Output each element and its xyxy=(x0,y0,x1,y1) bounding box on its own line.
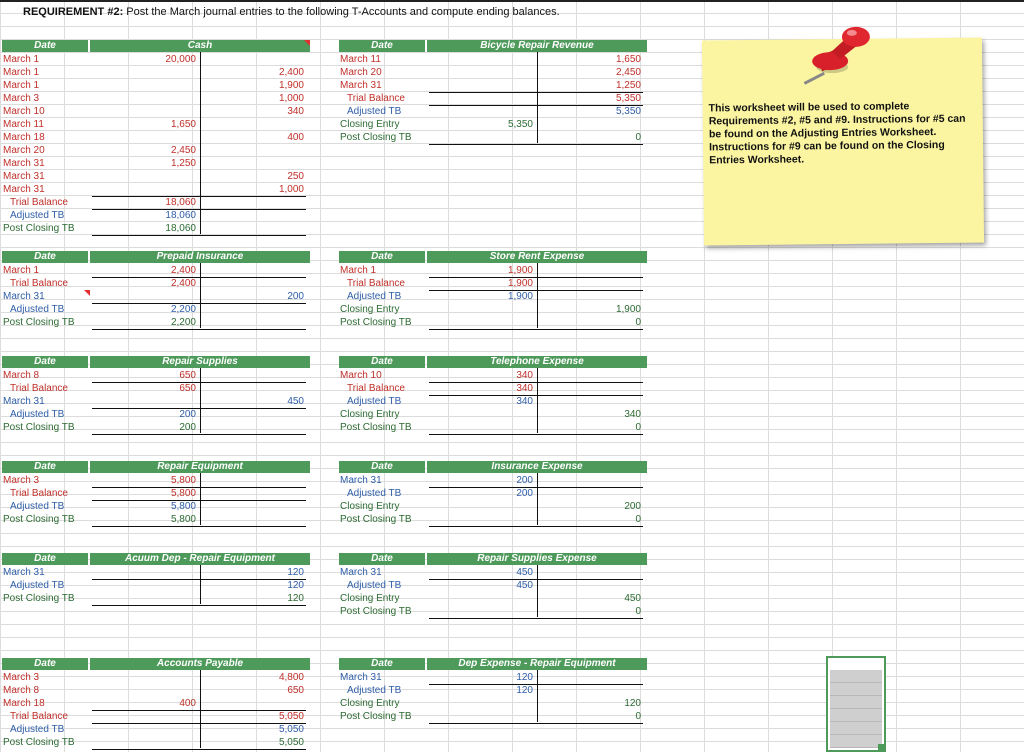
account-title: Dep Expense - Repair Equipment xyxy=(427,658,647,670)
account-title: Repair Supplies xyxy=(90,356,310,368)
account-bottom-rule xyxy=(429,723,643,724)
credit-amount: 120 xyxy=(287,580,304,591)
debit-amount: 450 xyxy=(516,567,533,578)
row-label: Trial Balance xyxy=(10,711,68,722)
row-label: March 18 xyxy=(3,698,45,709)
credit-amount: 0 xyxy=(635,606,641,617)
debit-amount: 1,900 xyxy=(507,291,533,302)
date-header: Date xyxy=(339,251,425,263)
row-label: Closing Entry xyxy=(340,593,400,604)
t-account-divider xyxy=(537,565,538,617)
balance-rule xyxy=(92,487,306,488)
row-label: Closing Entry xyxy=(340,119,400,130)
credit-amount: 2,450 xyxy=(615,67,641,78)
balance-rule xyxy=(92,277,306,278)
selection-fill xyxy=(830,670,882,748)
date-header: Date xyxy=(339,553,425,565)
balance-rule xyxy=(92,303,306,304)
row-label: Trial Balance xyxy=(10,488,68,499)
debit-amount: 340 xyxy=(516,383,533,394)
row-label: Trial Balance xyxy=(347,383,405,394)
credit-amount: 120 xyxy=(287,567,304,578)
balance-rule xyxy=(92,710,306,711)
credit-amount: 340 xyxy=(624,409,641,420)
row-label: Closing Entry xyxy=(340,501,400,512)
credit-amount: 1,900 xyxy=(278,80,304,91)
balance-rule xyxy=(429,395,643,396)
date-header: Date xyxy=(339,356,425,368)
row-label: Adjusted TB xyxy=(347,396,402,407)
t-account-divider xyxy=(200,670,201,748)
date-header: Date xyxy=(2,251,88,263)
row-label: March 1 xyxy=(3,67,40,78)
t-account-divider xyxy=(537,670,538,722)
debit-amount: 2,400 xyxy=(170,278,196,289)
debit-amount: 650 xyxy=(179,370,196,381)
row-label: Adjusted TB xyxy=(10,210,65,221)
account-title: Accounts Payable xyxy=(90,658,310,670)
debit-amount: 200 xyxy=(516,488,533,499)
credit-amount: 0 xyxy=(635,711,641,722)
account-title: Store Rent Expense xyxy=(427,251,647,263)
row-label: Adjusted TB xyxy=(10,724,65,735)
row-label: Adjusted TB xyxy=(347,488,402,499)
row-label: March 18 xyxy=(3,132,45,143)
balance-rule xyxy=(429,487,643,488)
row-label: March 31 xyxy=(3,567,45,578)
debit-amount: 1,250 xyxy=(170,158,196,169)
credit-amount: 2,400 xyxy=(278,67,304,78)
account-title: Cash xyxy=(90,40,310,52)
debit-amount: 5,800 xyxy=(170,514,196,525)
fill-handle[interactable] xyxy=(878,744,884,750)
t-account-divider xyxy=(200,263,201,328)
credit-amount: 340 xyxy=(287,106,304,117)
credit-amount: 120 xyxy=(287,593,304,604)
account-bottom-rule xyxy=(92,235,306,236)
debit-amount: 18,060 xyxy=(165,223,196,234)
row-label: Closing Entry xyxy=(340,409,400,420)
row-label: March 31 xyxy=(3,184,45,195)
row-label: March 1 xyxy=(3,54,40,65)
credit-amount: 5,350 xyxy=(615,93,641,104)
account-title: Repair Supplies Expense xyxy=(427,553,647,565)
t-account-divider xyxy=(200,565,201,604)
credit-amount: 1,250 xyxy=(615,80,641,91)
row-label: Post Closing TB xyxy=(340,514,412,525)
row-label: Post Closing TB xyxy=(3,317,75,328)
debit-amount: 5,800 xyxy=(170,501,196,512)
t-account-divider xyxy=(537,263,538,328)
balance-rule xyxy=(429,382,643,383)
credit-amount: 200 xyxy=(287,291,304,302)
date-header: Date xyxy=(2,40,88,52)
row-label: March 3 xyxy=(3,93,40,104)
credit-amount: 0 xyxy=(635,422,641,433)
credit-amount: 4,800 xyxy=(278,672,304,683)
account-bottom-rule xyxy=(429,526,643,527)
debit-amount: 1,900 xyxy=(507,265,533,276)
sticky-note-text: This worksheet will be used to complete Requirements #2, #5 and #9. Instructions for #5 can be found on the Adjusting Entries Worksheet. Instructions for #9 can be found on the Closing Entries Worksheet. xyxy=(708,100,966,167)
row-label: March 10 xyxy=(3,106,45,117)
credit-amount: 250 xyxy=(287,171,304,182)
row-label: March 31 xyxy=(340,567,382,578)
credit-amount: 1,000 xyxy=(278,93,304,104)
row-label: March 31 xyxy=(3,396,45,407)
debit-amount: 200 xyxy=(179,409,196,420)
credit-amount: 200 xyxy=(624,501,641,512)
row-label: March 11 xyxy=(340,54,381,65)
row-label: March 1 xyxy=(340,265,377,276)
account-bottom-rule xyxy=(429,618,643,619)
account-bottom-rule xyxy=(429,434,643,435)
balance-rule xyxy=(92,209,306,210)
row-label: March 31 xyxy=(3,291,45,302)
top-border xyxy=(0,0,1024,2)
account-title: Bicycle Repair Revenue xyxy=(427,40,647,52)
credit-amount: 5,350 xyxy=(615,106,641,117)
t-account-divider xyxy=(200,368,201,433)
row-label: March 31 xyxy=(3,171,45,182)
debit-amount: 1,900 xyxy=(507,278,533,289)
debit-amount: 18,060 xyxy=(165,210,196,221)
account-title: Acuum Dep - Repair Equipment xyxy=(90,553,310,565)
row-label: Post Closing TB xyxy=(340,132,412,143)
debit-amount: 400 xyxy=(179,698,196,709)
row-label: March 3 xyxy=(3,672,40,683)
sticky-note xyxy=(702,38,984,246)
balance-rule xyxy=(429,684,643,685)
t-account-divider xyxy=(537,52,538,143)
push-pin-icon xyxy=(794,17,885,88)
debit-amount: 200 xyxy=(516,475,533,486)
debit-amount: 200 xyxy=(179,422,196,433)
row-label: Post Closing TB xyxy=(3,514,75,525)
row-label: March 31 xyxy=(340,475,382,486)
row-label: Post Closing TB xyxy=(340,317,412,328)
credit-amount: 5,050 xyxy=(278,737,304,748)
date-header: Date xyxy=(339,461,425,473)
comment-indicator[interactable] xyxy=(304,40,310,46)
debit-amount: 18,060 xyxy=(165,197,196,208)
row-label: Trial Balance xyxy=(10,197,68,208)
debit-amount: 2,200 xyxy=(170,304,196,315)
comment-indicator[interactable] xyxy=(84,290,90,296)
row-label: March 8 xyxy=(3,685,40,696)
row-label: March 1 xyxy=(3,265,40,276)
balance-rule xyxy=(92,408,306,409)
date-header: Date xyxy=(2,658,88,670)
date-header: Date xyxy=(2,553,88,565)
debit-amount: 120 xyxy=(516,685,533,696)
row-label: March 10 xyxy=(340,370,382,381)
account-bottom-rule xyxy=(92,329,306,330)
debit-amount: 120 xyxy=(516,672,533,683)
row-label: March 8 xyxy=(3,370,40,381)
balance-rule xyxy=(92,579,306,580)
balance-rule xyxy=(429,105,643,106)
selected-cell-range[interactable] xyxy=(826,656,886,752)
row-label: Post Closing TB xyxy=(3,223,75,234)
credit-amount: 0 xyxy=(635,132,641,143)
row-label: Post Closing TB xyxy=(3,422,75,433)
row-label: Post Closing TB xyxy=(3,593,75,604)
t-account-divider xyxy=(200,52,201,234)
debit-amount: 5,800 xyxy=(170,475,196,486)
row-label: March 1 xyxy=(3,80,40,91)
debit-amount: 2,200 xyxy=(170,317,196,328)
debit-amount: 5,350 xyxy=(507,119,533,130)
balance-rule xyxy=(429,290,643,291)
credit-amount: 5,050 xyxy=(278,711,304,722)
row-label: Adjusted TB xyxy=(347,580,402,591)
row-label: Adjusted TB xyxy=(10,580,65,591)
row-label: March 31 xyxy=(3,158,45,169)
debit-amount: 5,800 xyxy=(170,488,196,499)
account-title: Repair Equipment xyxy=(90,461,310,473)
row-label: Adjusted TB xyxy=(347,291,402,302)
account-bottom-rule xyxy=(92,434,306,435)
credit-amount: 1,000 xyxy=(278,184,304,195)
credit-amount: 1,900 xyxy=(615,304,641,315)
account-bottom-rule xyxy=(92,605,306,606)
row-label: Post Closing TB xyxy=(340,711,412,722)
requirement-heading xyxy=(23,6,560,18)
row-label: March 3 xyxy=(3,475,40,486)
debit-amount: 340 xyxy=(516,370,533,381)
row-label: Adjusted TB xyxy=(10,409,65,420)
row-label: March 31 xyxy=(340,672,382,683)
debit-amount: 340 xyxy=(516,396,533,407)
account-title: Prepaid Insurance xyxy=(90,251,310,263)
credit-amount: 5,050 xyxy=(278,724,304,735)
requirement-label: REQUIREMENT #2: xyxy=(23,6,124,18)
credit-amount: 1,650 xyxy=(615,54,641,65)
row-label: Post Closing TB xyxy=(3,737,75,748)
account-title: Telephone Expense xyxy=(427,356,647,368)
account-bottom-rule xyxy=(429,144,643,145)
debit-amount: 1,650 xyxy=(170,119,196,130)
account-title: Insurance Expense xyxy=(427,461,647,473)
balance-rule xyxy=(92,500,306,501)
balance-rule xyxy=(429,277,643,278)
account-bottom-rule xyxy=(92,526,306,527)
date-header: Date xyxy=(2,356,88,368)
date-header: Date xyxy=(339,40,425,52)
debit-amount: 450 xyxy=(516,580,533,591)
credit-amount: 450 xyxy=(624,593,641,604)
debit-amount: 650 xyxy=(179,383,196,394)
balance-rule xyxy=(429,92,643,93)
t-account-divider xyxy=(537,368,538,433)
account-bottom-rule xyxy=(92,749,306,750)
row-label: Trial Balance xyxy=(347,93,405,104)
row-label: Post Closing TB xyxy=(340,606,412,617)
row-label: Closing Entry xyxy=(340,304,400,315)
row-label: March 20 xyxy=(340,67,382,78)
credit-amount: 400 xyxy=(287,132,304,143)
row-label: Adjusted TB xyxy=(10,304,65,315)
balance-rule xyxy=(92,382,306,383)
row-label: Post Closing TB xyxy=(340,422,412,433)
row-label: March 20 xyxy=(3,145,45,156)
t-account-divider xyxy=(200,473,201,525)
row-label: Trial Balance xyxy=(10,383,68,394)
date-header: Date xyxy=(339,658,425,670)
debit-amount: 2,450 xyxy=(170,145,196,156)
balance-rule xyxy=(92,196,306,197)
balance-rule xyxy=(92,723,306,724)
row-label: Closing Entry xyxy=(340,698,400,709)
credit-amount: 120 xyxy=(624,698,641,709)
credit-amount: 450 xyxy=(287,396,304,407)
credit-amount: 0 xyxy=(635,317,641,328)
account-bottom-rule xyxy=(429,329,643,330)
row-label: Adjusted TB xyxy=(10,501,65,512)
row-label: March 11 xyxy=(3,119,44,130)
row-label: March 31 xyxy=(340,80,382,91)
credit-amount: 0 xyxy=(635,514,641,525)
debit-amount: 2,400 xyxy=(170,265,196,276)
row-label: Trial Balance xyxy=(10,278,68,289)
credit-amount: 650 xyxy=(287,685,304,696)
debit-amount: 20,000 xyxy=(165,54,196,65)
row-label: Adjusted TB xyxy=(347,685,402,696)
date-header: Date xyxy=(2,461,88,473)
row-label: Trial Balance xyxy=(347,278,405,289)
requirement-text: Post the March journal entries to the following T-Accounts and compute ending balances. xyxy=(123,6,560,18)
balance-rule xyxy=(429,579,643,580)
t-account-divider xyxy=(537,473,538,525)
row-label: Adjusted TB xyxy=(347,106,402,117)
